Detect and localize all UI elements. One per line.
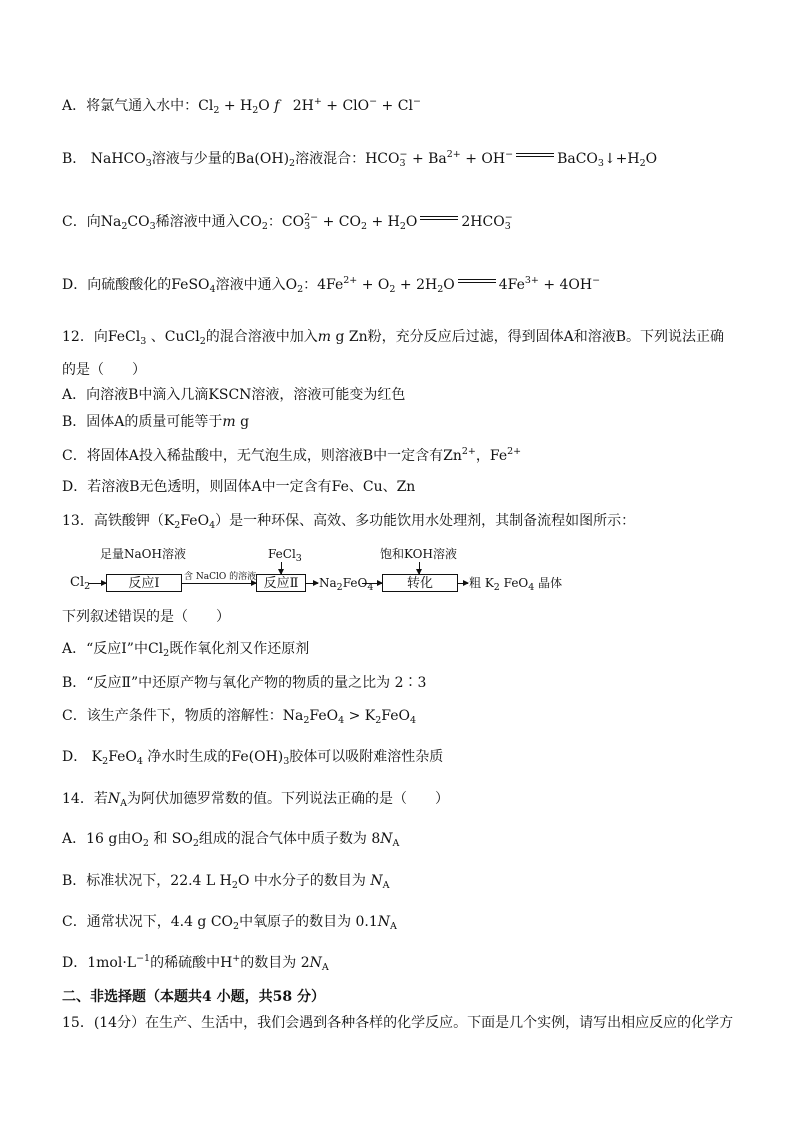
q15-stem: 15．(14分）在生产、生活中，我们会遇到各种各样的化学反应。下面是几个实例，请写出相应反应的化学方 xyxy=(62,1015,734,1031)
equals-sign xyxy=(420,216,458,224)
q13-stem: 13．高铁酸钾$(K_2FeO_4)$是一种环保、高效、多功能饮用水处理剂，其制备流程如图所示： xyxy=(62,513,636,531)
reagent-koh: 饱和KOH溶液 xyxy=(380,547,457,561)
arrow-2 xyxy=(182,583,256,584)
q14-option-b: B．标准状况下，22.4 L $H_2O$ 中水分子的数目为 $N_A$ xyxy=(62,873,390,891)
q14-stem: 14．若$N_A$为阿伏加德罗常数的值。下列说法正确的是（ ） xyxy=(62,791,449,809)
q13-option-a: A．“反应Ⅰ”中$Cl_2$既作氧化剂又作还原剂 xyxy=(62,641,310,659)
q14-option-c: C．通常状况下，4.4 g $CO_2$中氧原子的数目为 $0.1N_A$ xyxy=(62,914,397,932)
q13-ask: 下列叙述错误的是（ ） xyxy=(62,609,230,625)
equals-sign xyxy=(516,153,554,161)
q12-option-a: A．向溶液B中滴入几滴KSCN溶液，溶液可能变为红色 xyxy=(62,387,406,403)
arrow-3 xyxy=(306,583,318,584)
q12-option-b: B．固体A的质量可能等于m g xyxy=(62,414,250,430)
arrow-label-naclo: 含 NaClO 的溶液 xyxy=(184,572,257,582)
q12-stem: 12．向FeCl$_3$ 、CuCl$_2$的混合溶液中加入m g Zn粉，充分反应后过滤，得到固体A和溶液B。下列说法正确 xyxy=(62,329,725,347)
q13-option-d: D． $K_2FeO_4$ 净水时生成的$Fe(OH)_3$胶体可以吸附难溶性杂质 xyxy=(62,749,444,767)
arrow-down-koh xyxy=(419,562,420,574)
q11-option-b: B． NaHCO$_3$溶液与少量的$Ba(OH)_2$溶液混合：$HCO_3^- + Ba^{2+} + OH^-$ $BaCO_3↓+H_2O$ xyxy=(62,149,658,169)
q13-flow-diagram xyxy=(62,543,562,599)
end-product: 粗 $K_2$ FeO$_4$ 晶体 xyxy=(469,576,563,593)
q11-option-d: D．向硫酸酸化的FeSO$_4$溶液中通入$O_2$：$4Fe^{2+} + O_2 + 2H_2O$ $4Fe^{3+} + 4OH^-$ xyxy=(62,275,601,295)
reagent-fecl3: FeCl$_3$ xyxy=(268,547,302,564)
mid-na2feo4: $Na_2FeO_4$ xyxy=(319,576,374,593)
q14-option-d: D．$1mol\cdot L^{-1}$的稀硫酸中H+的数目为 $2N_A$ xyxy=(62,953,329,973)
section-2-title: 二、非选择题（本题共4 小题，共58 分） xyxy=(62,989,325,1005)
arrow-5 xyxy=(458,583,468,584)
q12-option-c: C．将固体A投入稀盐酸中，无气泡生成，则溶液B中一定含有$Zn^{2+}$，$Fe^{2+}$ xyxy=(62,446,522,464)
q12-option-d: D．若溶液B无色透明，则固体A中一定含有Fe、Cu、Zn xyxy=(62,479,416,495)
start-cl2: $Cl_2$ xyxy=(70,575,91,592)
q12-stem-cont: 的是（ ） xyxy=(62,362,146,378)
arrow-4 xyxy=(362,583,382,584)
box-conversion: 转化 xyxy=(382,574,458,592)
reagent-naoh: 足量NaOH溶液 xyxy=(100,547,186,561)
equals-sign xyxy=(458,279,496,287)
box-reaction-2: 反应Ⅱ xyxy=(256,574,306,592)
q11-option-c: C．向$Na_2CO_3$稀溶液中通入$CO_2$：$CO_3^{2-} + CO_2 + H_2O$ $2HCO_3^-$ xyxy=(62,212,513,232)
q13-option-c: C．该生产条件下，物质的溶解性：$Na_2FeO_4 > K_2FeO_4$ xyxy=(62,708,417,726)
arrow-down-fecl3 xyxy=(281,562,282,574)
q14-option-a: A．16 g由$O_2$ 和 $SO_2$组成的混合气体中质子数为 $8N_A$ xyxy=(62,831,400,849)
arrow-1 xyxy=(88,583,106,584)
q13-option-b: B．“反应Ⅱ”中还原产物与氧化产物的物质的量之比为 2∶3 xyxy=(62,675,427,691)
box-reaction-1: 反应Ⅰ xyxy=(106,574,182,592)
q11-option-a: A．将氯气通入水中：$Cl_2 + H_2O$ f 2H+ + ClO− + Cl− xyxy=(62,96,421,116)
